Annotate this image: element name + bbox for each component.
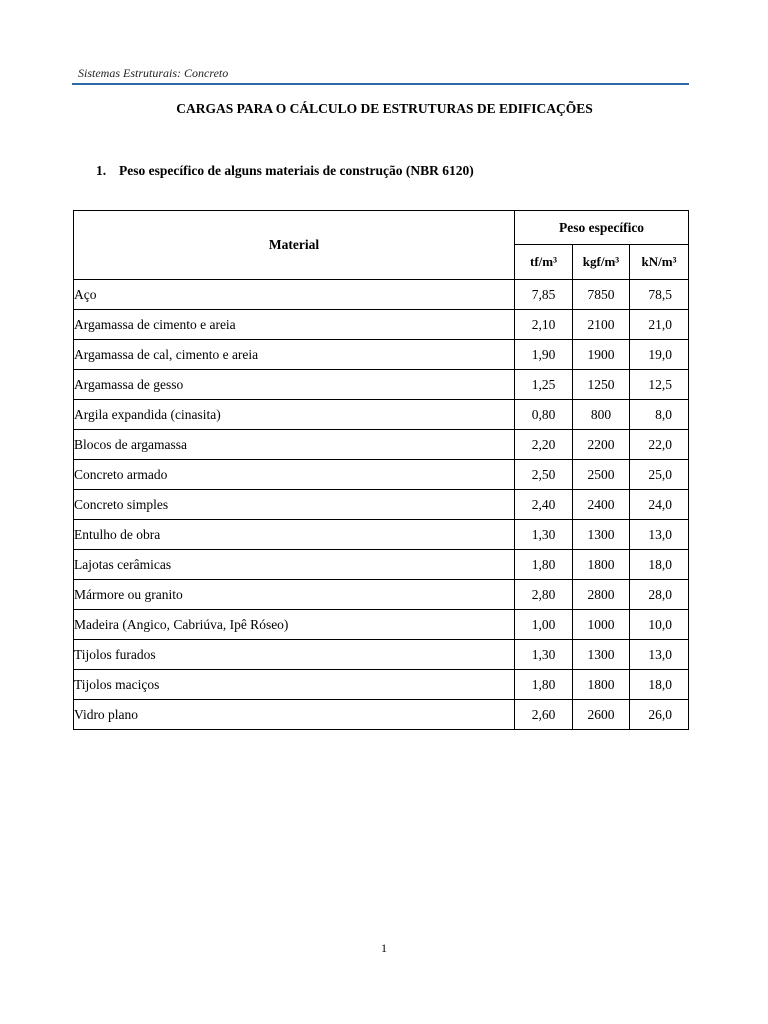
cell-material: Mármore ou granito bbox=[74, 580, 515, 610]
cell-tf-m3: 1,80 bbox=[515, 670, 573, 700]
cell-kgf-m3: 1800 bbox=[573, 670, 630, 700]
table-row bbox=[74, 280, 689, 310]
cell-kn-m3: 13,0 bbox=[630, 520, 689, 550]
table-row bbox=[74, 610, 689, 640]
cell-material: Argila expandida (cinasita) bbox=[74, 400, 515, 430]
cell-kn-m3: 22,0 bbox=[630, 430, 689, 460]
cell-tf-m3: 1,80 bbox=[515, 550, 573, 580]
cell-kn-m3: 18,0 bbox=[630, 670, 689, 700]
table-row bbox=[74, 340, 689, 370]
column-header-material: Material bbox=[74, 211, 515, 280]
cell-kgf-m3: 1800 bbox=[573, 550, 630, 580]
table-row bbox=[74, 670, 689, 700]
cell-tf-m3: 2,40 bbox=[515, 490, 573, 520]
cell-material: Vidro plano bbox=[74, 700, 515, 730]
cell-material: Aço bbox=[74, 280, 515, 310]
column-header-unit-kgf: kgf/m³ bbox=[573, 245, 630, 280]
cell-kgf-m3: 1000 bbox=[573, 610, 630, 640]
header-rule bbox=[72, 83, 689, 85]
cell-kn-m3: 18,0 bbox=[630, 550, 689, 580]
cell-kn-m3: 19,0 bbox=[630, 340, 689, 370]
cell-tf-m3: 2,80 bbox=[515, 580, 573, 610]
cell-tf-m3: 1,00 bbox=[515, 610, 573, 640]
cell-kgf-m3: 1300 bbox=[573, 640, 630, 670]
cell-tf-m3: 0,80 bbox=[515, 400, 573, 430]
cell-kgf-m3: 7850 bbox=[573, 280, 630, 310]
cell-kgf-m3: 2600 bbox=[573, 700, 630, 730]
cell-kgf-m3: 2500 bbox=[573, 460, 630, 490]
cell-kgf-m3: 1300 bbox=[573, 520, 630, 550]
cell-tf-m3: 1,30 bbox=[515, 520, 573, 550]
cell-kn-m3: 78,5 bbox=[630, 280, 689, 310]
cell-kn-m3: 28,0 bbox=[630, 580, 689, 610]
cell-kn-m3: 21,0 bbox=[630, 310, 689, 340]
cell-kgf-m3: 2100 bbox=[573, 310, 630, 340]
cell-material: Lajotas cerâmicas bbox=[74, 550, 515, 580]
cell-material: Blocos de argamassa bbox=[74, 430, 515, 460]
table-row bbox=[74, 370, 689, 400]
section-number: 1. bbox=[96, 163, 107, 178]
cell-kn-m3: 12,5 bbox=[630, 370, 689, 400]
cell-kn-m3: 10,0 bbox=[630, 610, 689, 640]
cell-kgf-m3: 2200 bbox=[573, 430, 630, 460]
table-row bbox=[74, 550, 689, 580]
table-body bbox=[74, 280, 689, 730]
cell-tf-m3: 1,90 bbox=[515, 340, 573, 370]
cell-material: Tijolos maciços bbox=[74, 670, 515, 700]
cell-material: Concreto simples bbox=[74, 490, 515, 520]
cell-material: Tijolos furados bbox=[74, 640, 515, 670]
cell-material: Concreto armado bbox=[74, 460, 515, 490]
table-row bbox=[74, 490, 689, 520]
cell-tf-m3: 1,30 bbox=[515, 640, 573, 670]
cell-kn-m3: 26,0 bbox=[630, 700, 689, 730]
cell-tf-m3: 2,50 bbox=[515, 460, 573, 490]
cell-kgf-m3: 2400 bbox=[573, 490, 630, 520]
column-header-unit-tf: tf/m³ bbox=[515, 245, 573, 280]
cell-kgf-m3: 2800 bbox=[573, 580, 630, 610]
cell-material: Argamassa de gesso bbox=[74, 370, 515, 400]
cell-tf-m3: 2,10 bbox=[515, 310, 573, 340]
cell-tf-m3: 2,20 bbox=[515, 430, 573, 460]
cell-kn-m3: 25,0 bbox=[630, 460, 689, 490]
cell-kgf-m3: 1250 bbox=[573, 370, 630, 400]
cell-material: Madeira (Angico, Cabriúva, Ipê Róseo) bbox=[74, 610, 515, 640]
column-header-unit-kn: kN/m³ bbox=[630, 245, 689, 280]
table-row bbox=[74, 580, 689, 610]
column-group-peso-especifico: Peso específico bbox=[515, 211, 689, 245]
table-row bbox=[74, 310, 689, 340]
cell-kgf-m3: 1900 bbox=[573, 340, 630, 370]
cell-tf-m3: 7,85 bbox=[515, 280, 573, 310]
table-row bbox=[74, 460, 689, 490]
table-row bbox=[74, 430, 689, 460]
cell-kn-m3: 24,0 bbox=[630, 490, 689, 520]
cell-tf-m3: 2,60 bbox=[515, 700, 573, 730]
running-header: Sistemas Estruturais: Concreto bbox=[78, 66, 229, 80]
cell-material: Argamassa de cal, cimento e areia bbox=[74, 340, 515, 370]
section-heading bbox=[96, 163, 474, 179]
table-header-row bbox=[74, 211, 689, 245]
cell-kn-m3: 13,0 bbox=[630, 640, 689, 670]
table-row bbox=[74, 520, 689, 550]
document-title: CARGAS PARA O CÁLCULO DE ESTRUTURAS DE EDIFICAÇÕES bbox=[176, 101, 593, 116]
cell-material: Argamassa de cimento e areia bbox=[74, 310, 515, 340]
cell-tf-m3: 1,25 bbox=[515, 370, 573, 400]
section-heading-text: Peso específico de alguns materiais de construção (NBR 6120) bbox=[119, 163, 474, 178]
material-weight-table bbox=[73, 210, 689, 730]
cell-material: Entulho de obra bbox=[74, 520, 515, 550]
page-number: 1 bbox=[381, 941, 387, 955]
cell-kn-m3: 8,0 bbox=[630, 400, 689, 430]
table-row bbox=[74, 700, 689, 730]
cell-kgf-m3: 800 bbox=[573, 400, 630, 430]
table-row bbox=[74, 400, 689, 430]
table-row bbox=[74, 640, 689, 670]
